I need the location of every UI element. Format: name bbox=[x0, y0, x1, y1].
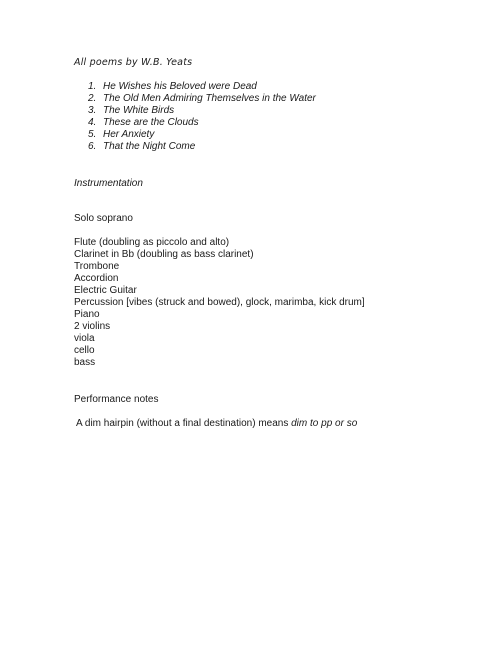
performance-note bbox=[76, 418, 357, 429]
performance-notes-heading: Performance notes bbox=[74, 394, 159, 405]
list-item: Electric Guitar bbox=[74, 285, 137, 296]
list-item: Flute (doubling as piccolo and alto) bbox=[74, 237, 230, 248]
list-item bbox=[88, 81, 316, 93]
poem-title: He Wishes his Beloved were Dead bbox=[103, 81, 257, 92]
performance-note-text: A dim hairpin (without a final destination) means bbox=[76, 418, 292, 429]
list-item: Trombone bbox=[74, 261, 120, 272]
poem-number: 5. bbox=[88, 129, 97, 140]
list-item bbox=[88, 129, 316, 141]
list-item: 2 violins bbox=[74, 321, 111, 332]
solo-voice: Solo soprano bbox=[74, 213, 133, 224]
poem-title: The Old Men Admiring Themselves in the Water bbox=[103, 93, 316, 104]
instrument-list bbox=[74, 237, 365, 369]
poem-number: 3. bbox=[88, 105, 97, 116]
poem-number: 2. bbox=[88, 93, 97, 104]
list-item: viola bbox=[74, 333, 95, 344]
performance-note-emphasis: dim to pp or so bbox=[291, 418, 358, 429]
list-item bbox=[88, 93, 316, 105]
poem-title: These are the Clouds bbox=[103, 117, 199, 128]
list-item: Piano bbox=[74, 309, 100, 320]
list-item: Percussion [vibes (struck and bowed), glock, marimba, kick drum] bbox=[74, 297, 365, 308]
list-item: cello bbox=[74, 345, 95, 356]
list-item bbox=[88, 105, 316, 117]
list-item: Accordion bbox=[74, 273, 119, 284]
poem-title: The White Birds bbox=[103, 105, 175, 116]
poem-title: That the Night Come bbox=[103, 141, 196, 152]
poem-number: 1. bbox=[88, 81, 97, 92]
poem-number: 4. bbox=[88, 117, 97, 128]
poem-number: 6. bbox=[88, 141, 97, 152]
instrumentation-heading: Instrumentation bbox=[74, 178, 143, 189]
poem-title: Her Anxiety bbox=[103, 129, 155, 140]
poem-list bbox=[88, 81, 316, 153]
list-item bbox=[88, 141, 316, 153]
list-item: bass bbox=[74, 357, 96, 368]
poems-heading: All poems by W.B. Yeats bbox=[74, 57, 193, 68]
list-item: Clarinet in Bb (doubling as bass clarinet) bbox=[74, 249, 254, 260]
list-item bbox=[88, 117, 316, 129]
